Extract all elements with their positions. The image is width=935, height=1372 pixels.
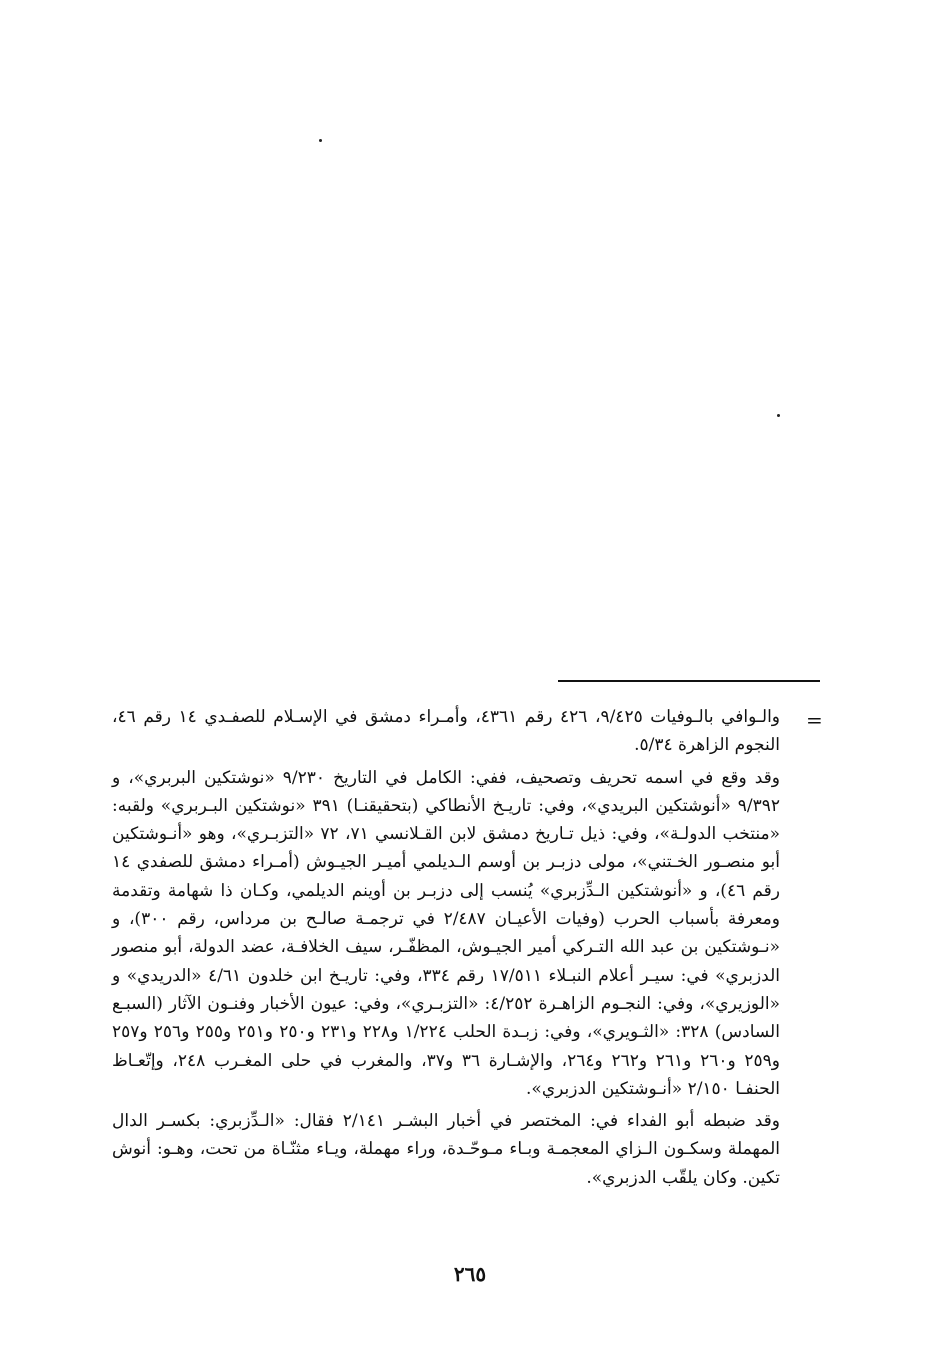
scan-speck — [777, 414, 780, 417]
scan-speck — [319, 139, 322, 142]
page-number: ٢٦٥ — [453, 1262, 487, 1286]
footnote-paragraph: والـوافي بالـوفيات ٩/٤٢٥، ٤٢٦ رقم ٤٣٦١، وأمـراء دمشق في الإسـلام للصفـدي ١٤ رقم ٤٦، النجوم الزاهرة ٥/٣٤. — [112, 707, 781, 756]
footnote-continuation-mark: = — [806, 708, 823, 732]
footnote-block — [112, 703, 780, 1192]
footnote-paragraph: وقد ضبطه أبو الفداء في: المختصر في أخبار البشـر ٢/١٤١ فقال: «الـدِّزبري: بكسـر الدال المهملة وسكـون الـزاي المعجمـة وبـاء مـوحّـدة، وراء مهملة، ويـاء مثنّـاة من تحت، وهـو: أنوش تكين. وكان يلقّب الدزبري». — [112, 1111, 780, 1188]
footnote-separator-rule — [558, 680, 820, 682]
footnote-paragraph: وقد وقع في اسمه تحريف وتصحيف، ففي: الكامل في التاريخ ٩/٢٣٠ «نوشتكين البربري»، و ٩/٣٩٢ «أنوشتكين البريدي»، وفي: تاريـخ الأنطاكي (بتحقيقنـا) ٣٩١ «نوشتكين البـربري» ولقبه: «منتخب الدولـة»، وفي: ذيل تـاريخ دمشق لابن القـلانسي ٧١، ٧٢ «التزبـري»، وهو «أنـوشتكين أبو منصـور الخـتني»، مولى دزبـر بن أوسم الـديلمي أميـر الجيـوش (أمـراء دمشق للصفدي ١٤ رقم ٤٦)، و «أنوشتكين الـدِّزبري» يُنسب إلى دزبـر بن أوينم الديلمي، وكـان ذا شهامة وتقدمة ومعرفة بأسباب الحرب (وفيات الأعيـان ٢/٤٨٧ في ترجمـة صالـح بن مرداس، رقم ٣٠٠)، و «نـوشتكين بن عبد الله التـركي أمير الجيـوش، المظفّـر، سيف الخلافـة، عضد الدولة، أبو منصور الدزبري» في: سيـر أعلام النبـلاء ١٧/٥١١ رقم ٣٣٤، وفي: تاريـخ ابن خلدون ٤/٦١ «الدريدي» و «الوزيري»، وفي: النجـوم الزاهـرة ٤/٢٥٢: «التزبـري»، وفي: عيون الأخبار وفنـون الآثار (السبـع السادس) ٣٢٨: «الثـويري»، وفي: زبـدة الحلب ١/٢٢٤ و٢٢٨ و٢٣١ و٢٥٠ و٢٥١ و٢٥٥ و٢٥٦ و٢٥٧ و٢٥٩ و٢٦٠ و٢٦١ و٢٦٢ و٢٦٤، والإشـارة ٣٦ و٣٧، والمغرب في حلى المغـرب ٢٤٨، وإتّعـاظ الحنفـا ٢/١٥٠ «أنـوشتكين الدزبري». — [112, 767, 781, 1099]
